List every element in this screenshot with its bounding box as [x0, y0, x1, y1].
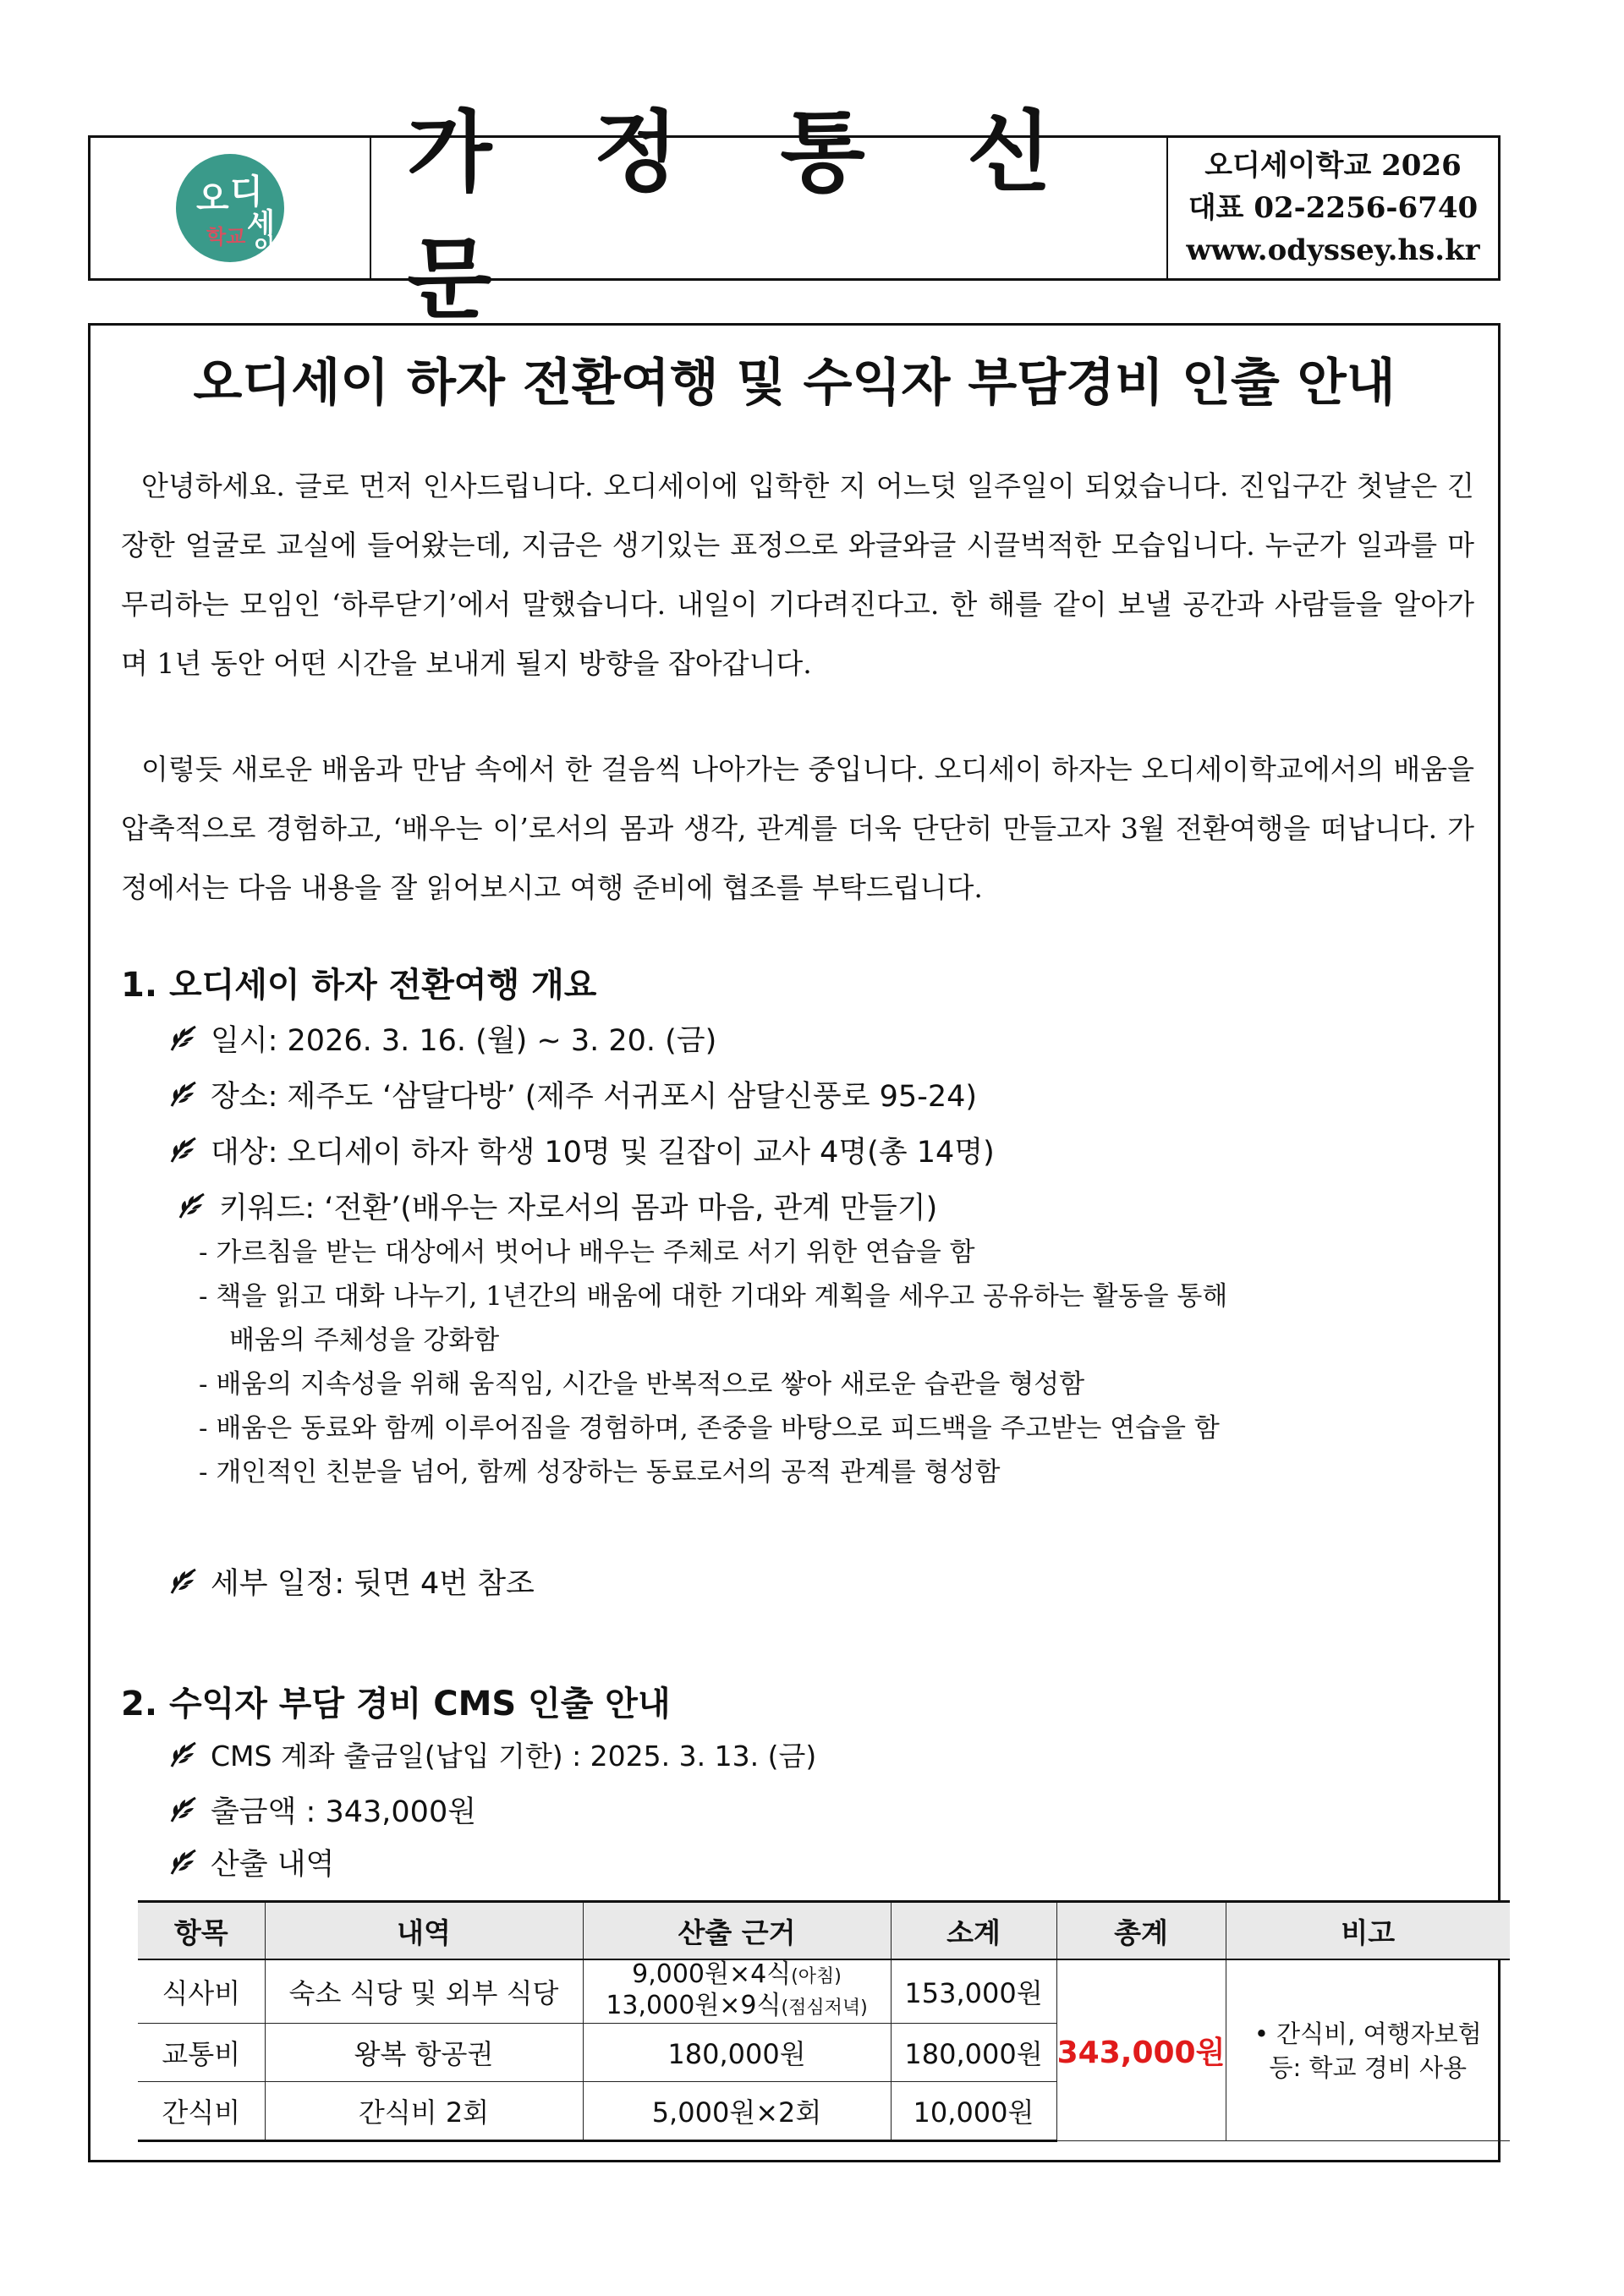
note-line: • 간식비, 여행자보험: [1254, 2019, 1482, 2048]
table-row: [138, 1959, 1510, 2024]
paragraph-greeting-text: 안녕하세요. 글로 먼저 인사드립니다. 오디세이에 입학한 지 어느덧 일주일이 되었습니다. 진입구간 첫날은 긴장한 얼굴로 교실에 들어왔는데, 지금은 생기있는 표정으로 와글와글 시끌벅적한 모습입니다. 누군가 일과를 마무리하는 모임인 ‘하루닫기’에서 말했습니다. 내일이 기다려진다고. 한 해를 같이 보낼 공간과 사람들을 알아가며 1년 동안 어떤 시간을 보내게 될지 방향을 잡아갑니다.: [121, 469, 1474, 680]
subitem: - 가르침을 받는 대상에서 벗어나 배우는 주체로 서기 위한 연습을 함: [199, 1237, 975, 1268]
section1-item-date-text: 일시: 2026. 3. 16. (월) ~ 3. 20. (금): [211, 1024, 717, 1058]
subitem: - 배움은 동료와 함께 이루어짐을 경험하며, 존중을 바탕으로 피드백을 주고받는 연습을 함: [199, 1413, 1220, 1444]
leaf-icon: [167, 1077, 200, 1111]
basis-line: 9,000원×4식: [632, 1959, 792, 1989]
section2-title: 2. 수익자 부담 경비 CMS 인출 안내: [121, 1685, 671, 1723]
leaf-icon: [167, 1738, 200, 1772]
cell-subtotal: 180,000원: [891, 2024, 1056, 2082]
svg-text:학교: 학교: [206, 225, 246, 249]
letterhead: [88, 101, 1501, 331]
cell-item: 식사비: [138, 1959, 265, 2024]
letter-title: 가 정 통 신 문: [407, 101, 1088, 331]
section1-item-date: [167, 1017, 716, 1060]
cell-detail: 왕복 항공권: [265, 2024, 583, 2082]
basis-note: (점심저녁): [781, 1997, 868, 2019]
school-logo: [162, 149, 298, 267]
header-note: 비고: [1226, 1902, 1510, 1960]
note-line: 등: 학교 경비 사용: [1269, 2052, 1468, 2082]
cell-note: [1226, 1959, 1510, 2141]
section2-item-withdraw-date-text: CMS 계좌 출금일(납입 기한) : 2025. 3. 13. (금): [211, 1740, 817, 1773]
cell-item: 간식비: [138, 2082, 265, 2141]
logo-cell: [91, 138, 371, 278]
leaf-icon: [175, 1189, 209, 1223]
subitem-continuation: 배움의 주체성을 강화함: [229, 1325, 500, 1356]
header-basis: 산출 근거: [583, 1902, 891, 1960]
section1-item-keyword: [175, 1185, 937, 1227]
leaf-icon: [167, 1022, 200, 1055]
cell-basis: [583, 1959, 891, 2024]
header-detail: 내역: [265, 1902, 583, 1960]
keyword-subitems: [199, 1230, 1493, 1494]
header-item: 항목: [138, 1902, 265, 1960]
school-name-year: 오디세이학교 2026: [1204, 149, 1462, 183]
basis-note: (아침): [791, 1966, 842, 1987]
school-phone: 대표 02-2256-6740: [1188, 191, 1479, 225]
svg-text:이: 이: [254, 234, 276, 260]
paragraph-intro: [121, 740, 1474, 918]
cell-detail: 숙소 식당 및 외부 식당: [265, 1959, 583, 2024]
header-total: 총계: [1056, 1902, 1226, 1960]
school-info: [1168, 138, 1498, 278]
svg-text:세: 세: [247, 207, 275, 241]
section2-item-amount: [167, 1789, 476, 1831]
cell-subtotal: 153,000원: [891, 1959, 1056, 2024]
section1-item-schedule: [167, 1560, 535, 1603]
paragraph-intro-text: 이렇듯 새로운 배움과 만남 속에서 한 걸음씩 나아가는 중입니다. 오디세이 하자는 오디세이학교에서의 배움을 압축적으로 경험하고, ‘배우는 이’로서의 몸과 생각, 관계를 더욱 단단히 만들고자 3월 전환여행을 떠납니다. 가정에서는 다음 내용을 잘 읽어보시고 여행 준비에 협조를 부탁드립니다.: [121, 753, 1474, 904]
section1-item-place: [167, 1073, 977, 1115]
section1-item-schedule-text: 세부 일정: 뒷면 4번 참조: [211, 1567, 535, 1601]
leaf-icon: [167, 1793, 200, 1827]
section2-item-withdraw-date: [167, 1734, 816, 1774]
section1-title: 1. 오디세이 하자 전환여행 개요: [121, 966, 597, 1005]
subitem: - 배움의 지속성을 위해 움직임, 시간을 반복적으로 쌓아 새로운 습관을 형성함: [199, 1369, 1085, 1400]
section1-item-place-text: 장소: 제주도 ‘삼달다방’ (제주 서귀포시 삼달신풍로 95-24): [211, 1080, 978, 1114]
document-title: 오디세이 하자 전환여행 및 수익자 부담경비 인출 안내: [193, 353, 1396, 413]
cell-detail: 간식비 2회: [265, 2082, 583, 2141]
section1-item-target: [167, 1129, 995, 1171]
expense-table: [138, 1900, 1510, 2142]
table-header-row: [138, 1902, 1510, 1960]
subitem: - 책을 읽고 대화 나누기, 1년간의 배움에 대한 기대와 계획을 세우고 공유하는 활동을 통해: [199, 1281, 1228, 1312]
section1-item-target-text: 대상: 오디세이 하자 학생 10명 및 길잡이 교사 4명(총 14명): [211, 1136, 995, 1170]
section2-item-breakdown-text: 산출 내역: [211, 1848, 335, 1882]
section2-item-amount-text: 출금액 : 343,000원: [211, 1795, 477, 1829]
cell-basis: 5,000원×2회: [583, 2082, 891, 2141]
cell-basis: 180,000원: [583, 2024, 891, 2082]
leaf-icon: [167, 1133, 200, 1167]
svg-text:오: 오: [196, 179, 229, 218]
cell-grand-total: 343,000원: [1056, 1959, 1226, 2141]
svg-text:디: 디: [230, 173, 263, 211]
cell-item: 교통비: [138, 2024, 265, 2082]
leaf-icon: [167, 1564, 200, 1598]
paragraph-greeting: [121, 457, 1474, 693]
subitem: - 개인적인 친분을 넘어, 함께 성장하는 동료로서의 공적 관계를 형성함: [199, 1457, 1001, 1488]
header-subtotal: 소계: [891, 1902, 1056, 1960]
basis-line: 13,000원×9식: [606, 1991, 782, 2020]
leaf-icon: [167, 1845, 200, 1879]
main-content: [88, 323, 1501, 2162]
section1-item-keyword-text: 키워드: ‘전환’(배우는 자로서의 몸과 마음, 관계 만들기): [219, 1192, 938, 1225]
school-url[interactable]: www.odyssey.hs.kr: [1186, 233, 1480, 267]
title-cell: [371, 101, 1168, 331]
cell-subtotal: 10,000원: [891, 2082, 1056, 2141]
section2-item-breakdown: [167, 1841, 334, 1883]
